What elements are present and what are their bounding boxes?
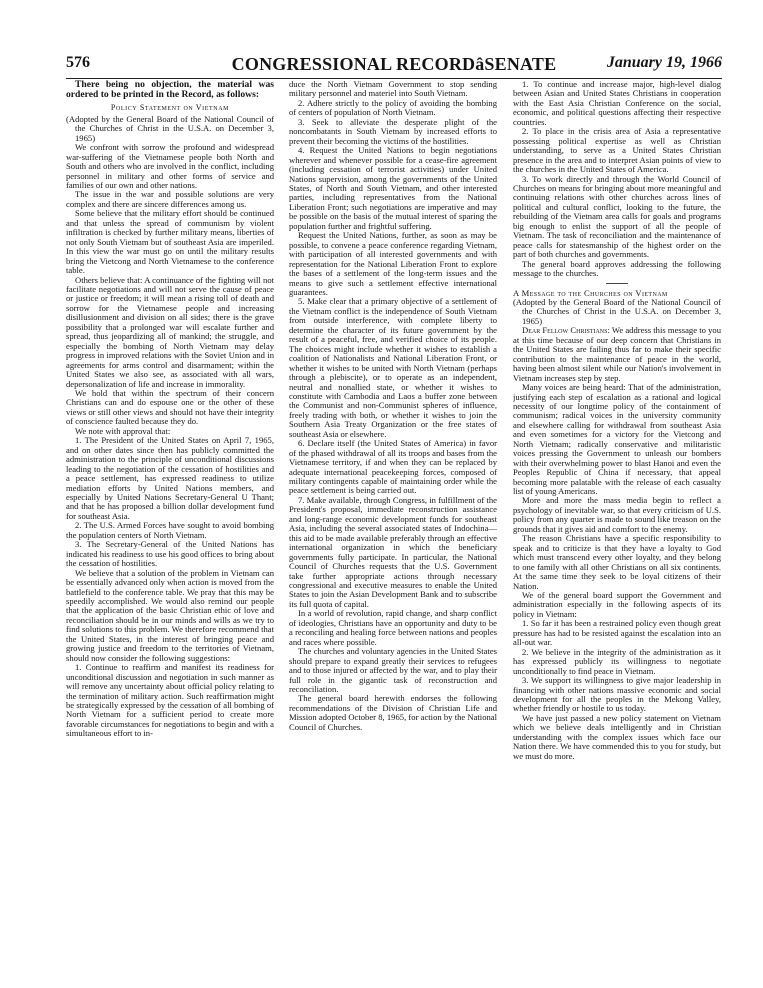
paragraph: More and more the mass media begin to reflect a psychology of inevitable war, so that every criticism of U.S. policy from any quarter is made to sound like treason on the grounds that it gives aid and comfort to the enemy. — [513, 495, 721, 534]
paragraph: Some believe that the military effort should be continued and that unless the spread of communism by violent infiltration is checked by further military means, liberties of not only South Vietnam but of southeast Asia are imperiled. In this view the war must go on until the military results bring the Vietcong and North Vietnamese to the conference table. — [66, 208, 274, 276]
publication-title: CONGRESSIONAL RECORDâSENATE — [231, 54, 557, 74]
paragraph: The issue in the war and possible solutions are very complex and there are sincere differences among us. — [66, 189, 274, 209]
paragraph: 5. Make clear that a primary objective of a settlement of the Vietnam conflict is the independence of South Vietnam from outside interference, with complete liberty to determine the character of its future government by the result of a peaceful, free, and verified choice of its people. The choices might include whether it wishes to establish a coalition of Nationalists and National Liberation Front, or whether it wishes to be united with North Vietnam (perhaps through a plebiscite), or to operate as an independent, neutral and nonallied state, or whether it wishes to constitute with Cambodia and Laos a buffer zone between the Communist and non-Communist spheres of influence, freely trading with both, or whether it wishes to join the Southern Asia Treaty Organization or the free states of southeast Asia or elsewhere. — [289, 296, 497, 439]
paragraph: We of the general board support the Government and administration especially in the following aspects of its policy in Vietnam: — [513, 590, 721, 619]
paragraph-text: We address this message to you at this time because of our deep concern that Christians in the United States are failing thus far to make their specific contribution to the maintenance of peace in the world, having been almost silent while our Nation's involvement in Vietnam increases step by step. — [513, 325, 721, 383]
adoption-note: (Adopted by the General Board of the National Council of the Churches of Christ in the U.S.A. on December 3, 1965) — [513, 296, 721, 326]
paragraph: 1. To continue and increase major, high-level dialog between Asian and United States Christians in cooperation with the East Asia Christian Conference on the social, economic, and political questions affecting their respective countries. — [513, 80, 721, 127]
section-heading: Policy Statement on Vietnam — [110, 103, 230, 113]
paragraph: 1. Continue to reaffirm and manifest its readiness for unconditional discussion and negotiation in such manner as will remove any uncertainty about official policy relating to the termination of military action. Such reaffirmation might be strategically expressed by the cessation of all bombing of North Vietnam for a sufficient period to create more favorable circumstances for negotiations to begin and with a simultaneous effort to in- — [66, 662, 274, 739]
paragraph: We confront with sorrow the profound and widespread war-suffering of the Vietnamese people both North and South and others who are involved in the conflict, including personnel in military and other forms of service and families of our own and other nations. — [66, 142, 274, 191]
paragraph: Request the United Nations, further, as soon as may be possible, to convene a peace conference regarding Vietnam, with participation of all interested governments and with representation for the National Liberation Front to explore the bases of a settlement of the long-term issues and the means to give such a settlement effective international guarantees. — [289, 230, 497, 297]
intro-paragraph: There being no objection, the material was ordered to be printed in the Record, as follows: — [66, 80, 274, 101]
paragraph: In a world of revolution, rapid change, and sharp conflict of ideologies, Christians have an opportunity and duty to be a reconciling and healing force between nations and peoples and races where possible. — [289, 608, 497, 647]
column-middle — [289, 80, 497, 960]
paragraph: duce the North Vietnam Government to stop sending military personnel and materiel into South Vietnam. — [289, 80, 497, 99]
paragraph: Many voices are being heard: That of the administration, justifying each step of escalation as a rational and logical necessity of our longtime policy of the containment of communism; radical voices in the university community and elsewhere calling for withdrawal from southeast Asia and even sometimes for a victory for the Vietcong and North Vietnam; radically conservative and militaristic voices pressing the Government to unleash our bombers with their overwhelming power to blast Hanoi and even the Peoples Republic of China if necessary, that appeal becoming more palatable with the release of each casualty list of young Americans. — [513, 382, 721, 497]
paragraph: We believe that a solution of the problem in Vietnam can be essentially advanced only when action is moved from the battlefield to the conference table. We pray that this may be speedily accomplished. We would also remind our people that the application of the basic Christian ethic of love and reconciliation should be in our minds and wills as we try to find solutions to this problem. We therefore recommend that the United States, in the interest of bringing peace and growing justice and freedom to the territories of Vietnam, should now consider the following suggestions: — [66, 567, 274, 663]
issue-date: January 19, 1966 — [606, 54, 722, 71]
adoption-note: (Adopted by the General Board of the National Council of the Churches of Christ in the U.S.A. on December 3, 1965) — [66, 113, 274, 143]
paragraph — [513, 326, 721, 383]
paragraph: We have just passed a new policy statement on Vietnam which we believe deals intelligently and in Christian understanding with the complex issues which face our Nation there. We have commended this to you for study, but we must do more. — [513, 712, 721, 761]
column-right — [513, 80, 721, 960]
paragraph: 3. The Secretary-General of the United Nations has indicated his readiness to use his good offices to bring about the cessation of hostilities. — [66, 539, 274, 569]
page-number: 576 — [66, 54, 90, 71]
column-left — [66, 80, 274, 960]
paragraph: The reason Christians have a specific responsibility to speak and to criticize is that they have a loyalty to God which must transcend every other loyalty, and they belong to one family with all other Christians on all six continents. At the same time they seek to be loyal citizens of their Nation. — [513, 533, 721, 591]
paragraph: 1. The President of the United States on April 7, 1965, and on other dates since then has publicly committed the administration to the principle of unconditional discussions leading to the negotiation of the cessation of hostilities and a peace settlement, has expressed readiness to utilize mediation efforts by United Nations members, and especially by United Nations Secretary-General U Thant; and that he has proposed a billion dollar development fund for southeast Asia. — [66, 435, 274, 521]
paragraph: We note with approval that: — [75, 425, 171, 436]
paragraph: The churches and voluntary agencies in the United States should prepare to expand greatly their services to refugees and to those injured or affected by the war, and to play their full role in the gigantic task of reconstruction and reconciliation. — [289, 646, 497, 694]
paragraph: We hold that within the spectrum of their concern Christians can and do espouse one or the other of these views or still other views and should not have their integrity of conscience faulted because they do. — [66, 388, 274, 427]
paragraph: 3. We support its willingness to give major leadership in financing with other nations massive economic and social development for all the peoples in the Mekong Valley, whether friendly or hostile to us today. — [513, 675, 721, 714]
salutation: Dear Fellow Christians: — [522, 325, 610, 336]
paragraph: Others believe that: A continuance of the fighting will not facilitate negotiations and will not serve the cause of peace or justice or freedom; it will mean a rising toll of death and sorrow for the Vietnamese people and increasing disillusionment and division on all sides; there is the grave possibility that a prolonged war will escalate further and spread, thus jeopardizing all of mankind; the struggle, and especially the bombing of North Vietnam may delay progress in improved relations with the Soviet Union and in agreements for arms control and disarmament; within the United States we also see, as associated with all wars, depersonalization of life and increase in immorality. — [66, 274, 274, 389]
paragraph: 1. So far it has been a restrained policy even though great pressure has had to be resisted against the escalation into an all-out war. — [513, 618, 721, 648]
header-rule — [66, 78, 722, 79]
page-header — [66, 54, 722, 78]
paragraph: 7. Make available, through Congress, in fulfillment of the President's proposal, immediate reconstruction assistance and long-range economic development funds for southeast Asia, including the several associated states of Indochina—this aid to be made available preferably through an effective international organization in which the beneficiary governments fully participate. In particular, the National Council of Churches requests that the U.S. Government take further appropriate actions through necessary congressional and executive measures to enable the United States to join the Asian Development Bank and to subscribe its full quota of capital. — [289, 494, 497, 609]
paragraph: 2. To place in the crisis area of Asia a representative possessing political expertise as well as Christian understanding, to serve as a United States Christian presence in the area and to interpret Asian points of view to the churches in the United States of America. — [513, 126, 721, 175]
paragraph: 6. Declare itself (the United States of America) in favor of the phased withdrawal of all its troops and bases from the Vietnamese territory, if and when they can be replaced by adequate international peacekeeping forces, composed of military contingents capable of maintaining order while the peace settlement is being carried out. — [289, 438, 497, 496]
section-divider — [606, 283, 628, 284]
heading-text: A Message to the Churches on Vietnam — [513, 287, 668, 298]
paragraph: The general board approves addressing the following message to the churches. — [513, 258, 721, 279]
paragraph: 3. To work directly and through the World Council of Churches on means for bringing about more meaningful and continuing relations with other churches across lines of political and cultural conflict, looking to the future, the rebuilding of the Vietnam area calls for goals and programs big enough to enlist the support of all the people of Vietnam. The task of reconciliation and the maintenance of peace calls for statesmanship of the highest order on the part of both churches and governments. — [513, 173, 721, 260]
paragraph: 2. The U.S. Armed Forces have sought to avoid bombing the population centers of North Vietnam. — [66, 520, 274, 540]
paragraph: The general board herewith endorses the following recommendations of the Division of Christian Life and Mission adopted October 8, 1965, for action by the National Council of Churches. — [289, 693, 497, 732]
paragraph: 3. Seek to alleviate the desperate plight of the noncombatants in South Vietnam by increased efforts to prevent their becoming the victims of the hostilities. — [289, 116, 497, 146]
paragraph: 4. Request the United Nations to begin negotiations wherever and whenever possible for a cease-fire agreement (including cessation of terrorist activities) under United Nations supervision, among the governments of the United States, of North and South Vietnam, and other interested parties, including representatives from the National Liberation Front; such negotiations are imperative and may be possible on the basis of the mutual interest of sparing the population further and frightful suffering. — [289, 145, 497, 231]
paragraph: 2. Adhere strictly to the policy of avoiding the bombing of centers of population of North Vietnam. — [289, 97, 497, 118]
paragraph: 2. We believe in the integrity of the administration as it has expressed publicly its willingness to negotiate unconditionally to find peace in Vietnam. — [513, 646, 721, 676]
